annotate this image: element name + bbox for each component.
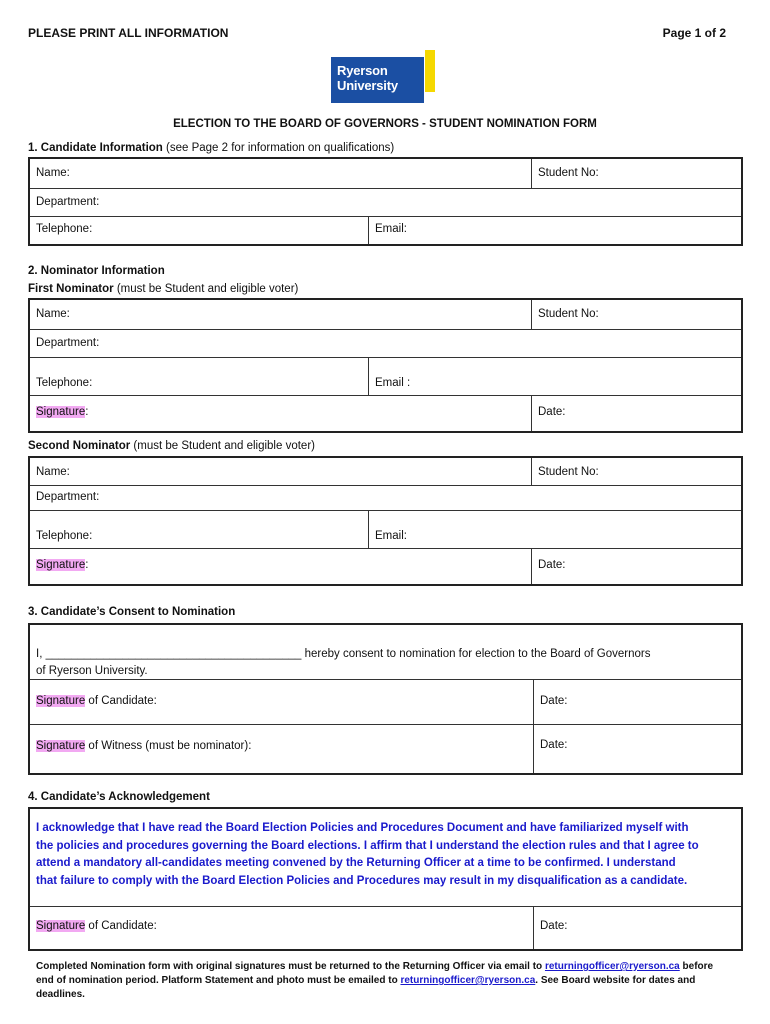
section-2-title: 2. Nominator Information	[28, 265, 165, 277]
signature-highlight: Signature	[36, 920, 86, 932]
ack-date-field[interactable]	[533, 907, 741, 949]
candidate-consent-date-label: Date:	[540, 695, 568, 707]
candidate-student-no-field[interactable]	[531, 159, 741, 188]
candidate-email-field[interactable]	[368, 217, 741, 244]
witness-signature-row	[30, 725, 741, 773]
of-witness-text: of Witness (must be nominator):	[85, 740, 252, 752]
first-nominator-signature-field[interactable]	[30, 396, 531, 431]
first-nominator-email-label: Email :	[375, 377, 411, 389]
second-nominator-telephone-label: Telephone:	[36, 530, 93, 542]
returning-officer-email-link-2[interactable]: returningofficer@ryerson.ca	[400, 975, 536, 986]
second-nominator-heading	[28, 440, 315, 452]
ack-signature-field[interactable]	[30, 907, 533, 949]
second-nominator-email-label: Email:	[375, 530, 407, 542]
signature-colon: :	[85, 559, 89, 571]
page-number: Page 1 of 2	[662, 26, 726, 40]
first-nominator-department-label: Department:	[36, 337, 100, 349]
logo-line-1: Ryerson	[337, 63, 388, 78]
signature-colon: :	[85, 406, 89, 418]
first-nominator-student-no-label: Student No:	[538, 308, 599, 320]
first-nominator-note: (must be Student and eligible voter)	[113, 283, 299, 295]
signature-highlight: Signature	[36, 740, 86, 752]
second-nominator-student-no-field[interactable]	[531, 458, 741, 485]
candidate-name-row	[30, 159, 741, 189]
second-nominator-department-field[interactable]	[30, 486, 741, 510]
second-nominator-date-field[interactable]	[531, 549, 741, 584]
first-nominator-table	[28, 298, 743, 433]
first-nominator-student-no-field[interactable]	[531, 300, 741, 329]
first-nominator-date-label: Date:	[538, 406, 566, 418]
candidate-student-no-label: Student No:	[538, 167, 599, 179]
ack-line-4: that failure to comply with the Board Election Policies and Procedures may result in my disqualification as a candidate.	[36, 874, 688, 887]
second-nominator-student-no-label: Student No:	[538, 466, 599, 478]
first-nominator-email-field[interactable]	[368, 358, 741, 395]
second-nominator-department-label: Department:	[36, 491, 100, 503]
candidate-name-field[interactable]	[30, 159, 531, 188]
acknowledgement-row	[30, 809, 741, 907]
first-nominator-department-field[interactable]	[30, 330, 741, 357]
ack-line-3: attend a mandatory all-candidates meeting convened by the Returning Officer at a time to be confirmed. I understand	[36, 857, 676, 869]
consent-statement-row	[30, 625, 741, 680]
signature-highlight: Signature	[36, 559, 86, 571]
footer-text-5: deadlines.	[36, 989, 85, 1000]
candidate-email-label: Email:	[375, 223, 407, 235]
first-nominator-title: First Nominator	[28, 283, 114, 295]
footer-note	[36, 960, 726, 1002]
acknowledgement-table	[28, 807, 743, 951]
first-nominator-telephone-label: Telephone:	[36, 377, 93, 389]
first-nominator-name-row	[30, 300, 741, 330]
candidate-consent-signature-label	[36, 695, 157, 707]
candidate-contact-row	[30, 217, 741, 244]
witness-date-field[interactable]	[533, 725, 741, 773]
second-nominator-signature-field[interactable]	[30, 549, 531, 584]
footer-text-4: . See Board website for dates and	[535, 975, 696, 986]
witness-date-label: Date:	[540, 739, 568, 751]
candidate-telephone-label: Telephone:	[36, 223, 93, 235]
ack-signature-label	[36, 920, 157, 932]
signature-highlight: Signature	[36, 406, 86, 418]
second-nominator-name-field[interactable]	[30, 458, 531, 485]
ack-date-label: Date:	[540, 920, 568, 932]
second-nominator-note: (must be Student and eligible voter)	[130, 440, 315, 452]
candidate-info-table	[28, 157, 743, 246]
witness-signature-field[interactable]	[30, 725, 533, 773]
consent-line-1: I, ________________________________________ hereby consent to nomination for election to the Board of Governors	[36, 648, 651, 660]
consent-statement[interactable]	[30, 625, 741, 679]
footer-text-2: before	[679, 961, 714, 972]
ack-signature-row	[30, 907, 741, 949]
acknowledgement-statement	[30, 809, 741, 906]
second-nominator-telephone-field[interactable]	[30, 511, 368, 548]
footer-text-1: Completed Nomination form with original signatures must be returned to the Returning Officer via email to	[36, 961, 545, 972]
section-1-title: 1. Candidate Information	[28, 142, 163, 154]
first-nominator-heading	[28, 283, 298, 295]
footer-text-3: end of nomination period. Platform Statement and photo must be emailed to	[36, 975, 401, 986]
first-nominator-telephone-field[interactable]	[30, 358, 368, 395]
section-1-note: (see Page 2 for information on qualifications)	[162, 142, 395, 154]
second-nominator-signature-row	[30, 549, 741, 584]
second-nominator-signature-label	[36, 559, 88, 571]
ryerson-logo	[331, 50, 437, 104]
logo-yellow-bar	[425, 50, 435, 92]
ack-line-2: the policies and procedures governing the Board elections. I affirm that I understand the election rules and that I agree to	[36, 839, 699, 852]
candidate-consent-signature-field[interactable]	[30, 680, 533, 724]
logo-line-2: University	[337, 78, 398, 93]
second-nominator-name-row	[30, 458, 741, 486]
candidate-consent-date-field[interactable]	[533, 680, 741, 724]
section-1-heading	[28, 142, 394, 154]
second-nominator-email-field[interactable]	[368, 511, 741, 548]
first-nominator-department-row	[30, 330, 741, 358]
form-title: ELECTION TO THE BOARD OF GOVERNORS - STUDENT NOMINATION FORM	[173, 118, 597, 130]
second-nominator-date-label: Date:	[538, 559, 566, 571]
signature-highlight: Signature	[36, 695, 86, 707]
candidate-department-label: Department:	[36, 196, 100, 208]
candidate-department-row	[30, 189, 741, 217]
first-nominator-contact-row	[30, 358, 741, 396]
ack-line-1: I acknowledge that I have read the Board Election Policies and Procedures Document and have familiarized myself with	[36, 822, 689, 834]
logo-text	[337, 63, 398, 93]
section-3-title: 3. Candidate’s Consent to Nomination	[28, 606, 236, 618]
first-nominator-name-field[interactable]	[30, 300, 531, 329]
consent-line-2: of Ryerson University.	[36, 665, 148, 677]
consent-table	[28, 623, 743, 775]
instruction-header: PLEASE PRINT ALL INFORMATION	[28, 26, 229, 40]
of-candidate-text: of Candidate:	[85, 695, 157, 707]
first-nominator-signature-row	[30, 396, 741, 431]
first-nominator-name-label: Name:	[36, 308, 70, 320]
second-nominator-department-row	[30, 486, 741, 511]
returning-officer-email-link-1[interactable]: returningofficer@ryerson.ca	[544, 961, 680, 972]
candidate-name-label: Name:	[36, 167, 70, 179]
second-nominator-contact-row	[30, 511, 741, 549]
first-nominator-date-field[interactable]	[531, 396, 741, 431]
candidate-consent-signature-row	[30, 680, 741, 725]
second-nominator-title: Second Nominator	[28, 440, 131, 452]
candidate-department-field[interactable]	[30, 189, 741, 216]
second-nominator-name-label: Name:	[36, 466, 70, 478]
section-4-title: 4. Candidate’s Acknowledgement	[28, 791, 210, 803]
of-candidate-text: of Candidate:	[85, 920, 157, 932]
candidate-telephone-field[interactable]	[30, 217, 368, 244]
first-nominator-signature-label	[36, 406, 88, 418]
second-nominator-table	[28, 456, 743, 586]
witness-signature-label	[36, 740, 251, 752]
